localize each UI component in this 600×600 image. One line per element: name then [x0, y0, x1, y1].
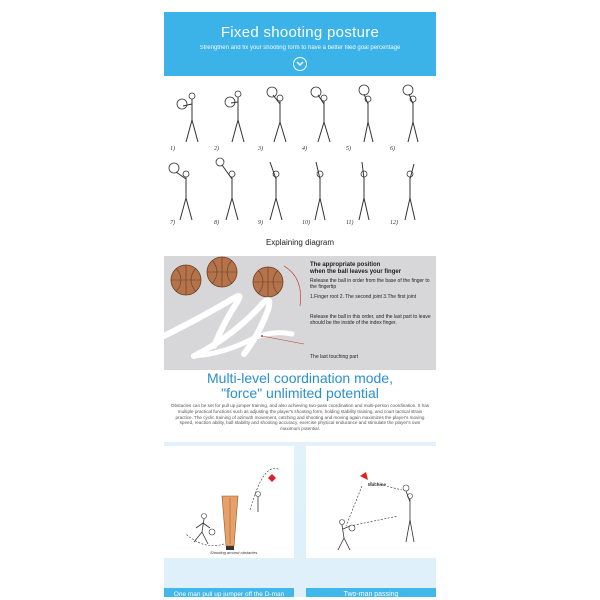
figure-cell: [212, 82, 256, 158]
figure-cell: [388, 156, 432, 232]
figure-cell: [344, 156, 388, 232]
coordination-title: [164, 371, 436, 401]
pull-up-jumper-label: One man pull up jumper off the D-man: [164, 588, 294, 597]
figure-number: 10): [302, 220, 310, 226]
pull-up-jumper-card: [164, 446, 294, 558]
diagram-text-order: Release the ball in order from the base of the finger to the fingertip: [310, 278, 430, 290]
figure-cell: [256, 82, 300, 158]
figure-cell: [212, 156, 256, 232]
figures-caption: Explaining diagram: [265, 238, 335, 247]
figure-number: 4): [302, 146, 307, 152]
diagram-last-touch-label: The last touching part: [310, 354, 359, 360]
figure-cell: [256, 156, 300, 232]
header-title: Fixed shooting posture: [220, 24, 380, 41]
diagram-text-release: Release the ball in this order, and the last part to leave should be the inside of the index finger.: [310, 314, 431, 326]
product-poster: [164, 12, 436, 597]
figure-number: 12): [390, 220, 398, 226]
figure-number: 3): [258, 146, 263, 152]
figure-number: 9): [258, 220, 263, 226]
figure-number: 7): [170, 220, 175, 226]
two-man-passing-card: [306, 446, 436, 558]
figure-cell: [344, 82, 388, 158]
figure-cell: [168, 82, 212, 158]
figure-cell: [300, 156, 344, 232]
passing-drill-illustration: [306, 446, 436, 558]
figures-row-2: [168, 156, 432, 232]
figure-cell: [168, 156, 212, 232]
chevron-down-icon: [293, 57, 307, 71]
red-target-marker: [268, 474, 276, 482]
machine-label: Machine: [368, 482, 387, 487]
obstacle-drill-illustration: [164, 446, 294, 558]
figure-number: 1): [170, 146, 175, 152]
figure-number: 2): [214, 146, 219, 152]
figure-cell: [300, 82, 344, 158]
machine-marker: [360, 472, 368, 480]
figure-number: 5): [346, 146, 351, 152]
coordination-title-line-1: Multi-level coordination mode,: [207, 370, 393, 386]
diagram-title: [310, 262, 432, 276]
coordination-title-line-2: "force" unlimited potential: [221, 385, 379, 401]
release-diagram-panel: [164, 256, 436, 370]
diagram-title-line-2: when the ball leaves your finger: [310, 269, 402, 275]
figure-number: 8): [214, 220, 219, 226]
figure-cell: [388, 82, 432, 158]
coordination-section: [164, 370, 436, 442]
header-subtitle: Strengthen and fix your shooting form to have a better filed goal percentage: [199, 45, 401, 51]
figure-number: 11): [346, 220, 354, 226]
two-man-passing-label: Two-man passing: [306, 588, 436, 597]
figures-row-1: [168, 82, 432, 158]
header-banner: [164, 12, 436, 76]
diagram-text-joints: 1.Finger root 2. The second joint 3.The first joint: [310, 294, 417, 300]
shooting-figures-panel: [164, 76, 436, 256]
figure-number: 6): [390, 146, 395, 152]
hand-release-illustration: [164, 256, 310, 370]
diagram-title-line-1: The appropriate position: [310, 262, 381, 268]
obstacles-caption: Shooting around obstacles: [210, 550, 258, 555]
coordination-description: Obstacles can be set for pull up jumper training, and also achieving two-pass coordination and multi-person coordination. It has multiple practical functions such as adjusting the player's shooting form, holding stability training, and court tactical strain practice. The cyclic training of azimuth movement, catching and shooting and moving again maximizes the player's moving speed, reaction ability, ball stability and shooting accuracy, exercise physical endurance and stimulate the player's own maximum potential.: [170, 403, 430, 432]
